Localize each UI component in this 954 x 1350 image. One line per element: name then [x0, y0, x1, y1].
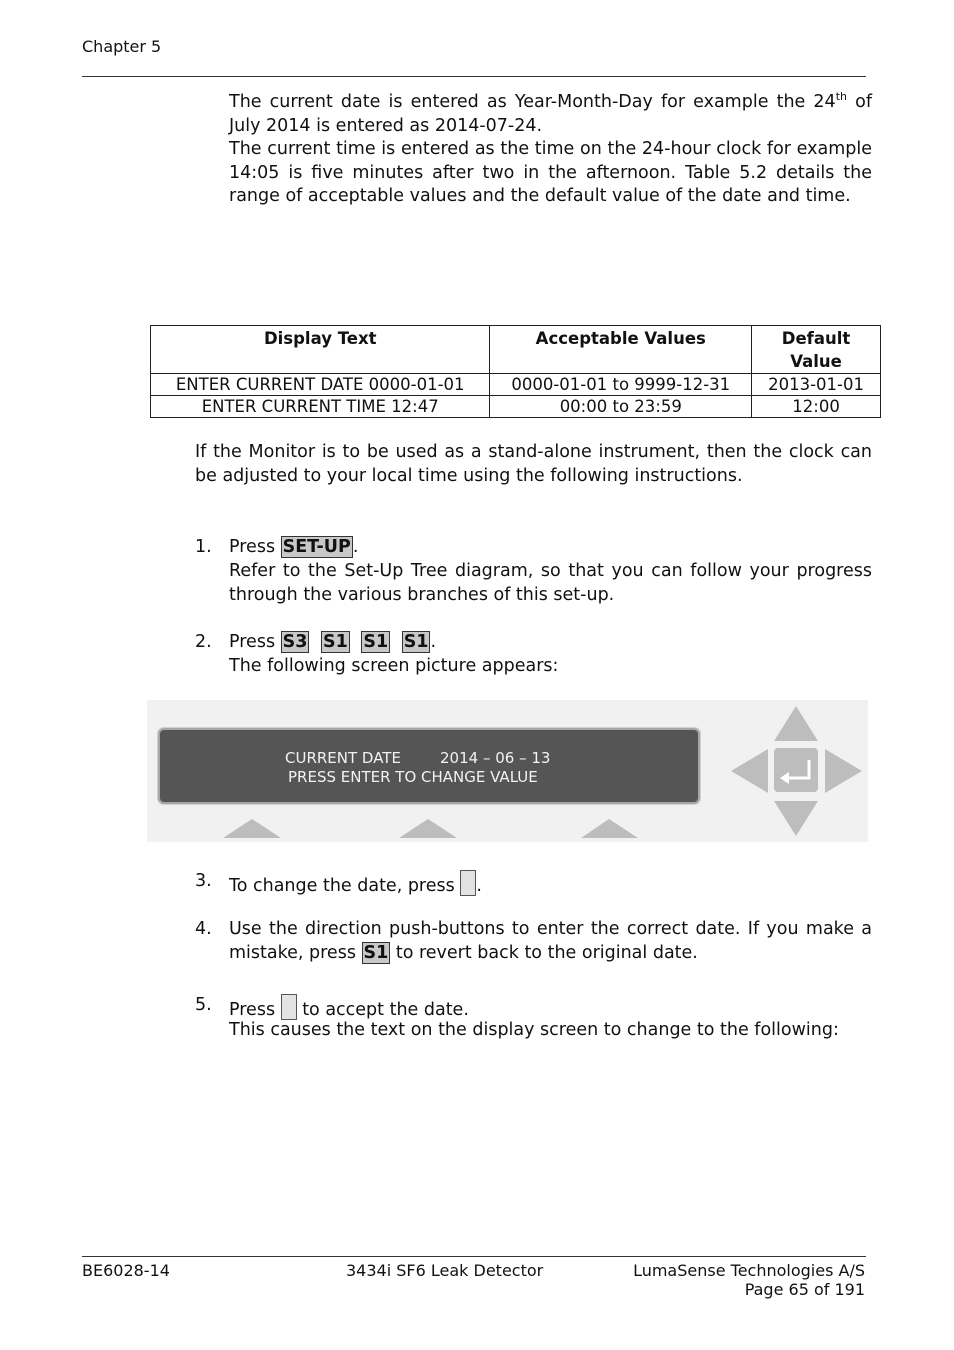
step-1-detail: Refer to the Set-Up Tree diagram, so that you can follow your progress through the various branches of this set-up. — [229, 561, 872, 605]
enter-key-blank — [460, 870, 476, 896]
table-cell: 2013-01-01 — [752, 374, 881, 396]
table-header-row — [151, 326, 881, 374]
set-up-key: SET-UP — [282, 537, 351, 557]
softkey-2-icon — [399, 819, 457, 838]
table-row — [151, 396, 881, 418]
step-text: Press — [229, 632, 281, 652]
chapter-header: Chapter 5 — [82, 37, 162, 56]
step-text: . — [430, 632, 437, 652]
footer-product: 3434i SF6 Leak Detector — [346, 1261, 544, 1280]
header-rule — [82, 76, 866, 77]
step-text: . — [476, 876, 482, 896]
step-text: . — [352, 537, 359, 557]
footer-rule — [82, 1256, 866, 1257]
step-2 — [229, 631, 872, 655]
s1-key: S1 — [322, 632, 348, 652]
arrow-left-icon — [731, 749, 768, 793]
standalone-paragraph: If the Monitor is to be used as a stand-alone instrument, then the clock can be adjusted to your local time using the following instructions. — [195, 442, 872, 486]
step-text: Press — [229, 537, 281, 557]
step-number: 1. — [195, 537, 212, 557]
intro-text-b: of July 2014 is entered as 2014-07-24. — [229, 92, 872, 136]
lcd-date-label: CURRENT DATE — [285, 749, 401, 767]
lcd-prompt: PRESS ENTER TO CHANGE VALUE — [288, 768, 538, 786]
footer-doc-id: BE6028-14 — [82, 1261, 170, 1280]
table-header-cell: Default Value — [752, 326, 881, 374]
ordinal-suffix: th — [835, 90, 847, 103]
table-cell: 00:00 to 23:59 — [490, 396, 752, 418]
lcd-date-value: 2014 – 06 – 13 — [440, 749, 551, 767]
table-header-cell: Acceptable Values — [490, 326, 752, 374]
step-number: 4. — [195, 919, 212, 939]
step-text: to accept the date. — [296, 1000, 469, 1020]
table-cell: ENTER CURRENT TIME 12:47 — [151, 396, 490, 418]
footer-page-number: Page 65 of 191 — [744, 1280, 865, 1299]
softkey-1-icon — [223, 819, 281, 838]
table-cell: 0000-01-01 to 9999-12-31 — [490, 374, 752, 396]
step-number: 5. — [195, 995, 212, 1015]
screen-buttons-graphic — [147, 700, 868, 842]
intro-paragraph-time: The current time is entered as the time on the 24-hour clock for example 14:05 is five minutes after two in the afternoon. Table 5.2 details the range of acceptable values and the default value of the date and time. — [229, 139, 872, 206]
s3-key: S3 — [282, 632, 308, 652]
step-number: 3. — [195, 871, 212, 891]
table-cell: 12:00 — [752, 396, 881, 418]
step-2-detail: The following screen picture appears: — [229, 656, 559, 676]
footer-company: LumaSense Technologies A/S — [633, 1261, 865, 1280]
step-text: to revert back to the original date. — [390, 942, 698, 963]
step-text: Press — [229, 1000, 281, 1020]
arrow-right-icon — [825, 749, 862, 793]
arrow-down-icon — [774, 801, 818, 836]
table-row — [151, 374, 881, 396]
arrow-up-icon — [774, 706, 818, 741]
intro-paragraph-date — [229, 91, 872, 138]
step-5-detail: This causes the text on the display screen to change to the following: — [229, 1020, 839, 1040]
step-4 — [229, 918, 872, 965]
step-number: 2. — [195, 632, 212, 652]
step-text: Use the direction push-buttons to enter the correct date. If you make a mistake, press — [229, 919, 872, 963]
table-cell: ENTER CURRENT DATE 0000-01-01 — [151, 374, 490, 396]
enter-key-icon — [774, 748, 818, 792]
table-header-cell: Display Text — [151, 326, 490, 374]
step-1 — [229, 536, 872, 560]
s1-key: S1 — [363, 942, 389, 963]
enter-key-blank — [281, 994, 297, 1020]
date-time-values-table — [150, 325, 881, 418]
s1-key: S1 — [403, 632, 429, 652]
intro-text-a: The current date is entered as Year-Month-Day for example the 24 — [229, 92, 836, 112]
step-3 — [229, 870, 872, 899]
softkey-3-icon — [581, 819, 638, 838]
step-text: To change the date, press — [229, 876, 461, 896]
s1-key: S1 — [363, 632, 389, 652]
